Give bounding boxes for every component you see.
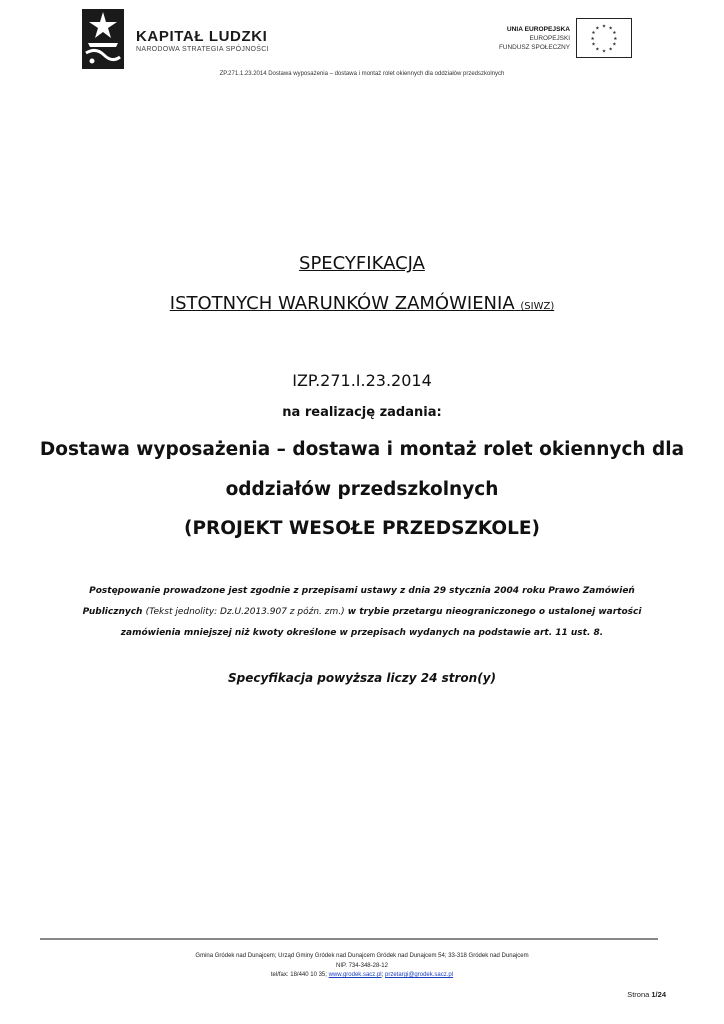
footer-separator: ;: [381, 972, 384, 979]
footer-contact: [0, 971, 724, 981]
svg-text:★: ★: [612, 42, 617, 48]
svg-text:★: ★: [608, 26, 613, 32]
task-lead: na realizację zadania:: [282, 405, 442, 420]
eu-flag-icon: [576, 18, 632, 58]
legal-part-1: Postępowanie prowadzone jest zgodnie z przepisami ustawy z dnia 29 stycznia 2004 roku Prawo Zamówień Publicznych: [82, 586, 635, 617]
title-line-2: [0, 293, 724, 314]
email-link[interactable]: przetargi@grodek.sacz.pl: [384, 972, 454, 979]
svg-text:★: ★: [595, 26, 600, 32]
footer-phone: tel/fax: 18/440 10 35;: [270, 972, 327, 979]
page-header: [0, 0, 724, 90]
svg-text:★: ★: [601, 24, 607, 30]
svg-text:★: ★: [613, 36, 618, 42]
footer-address: Gmina Gródek nad Dunajcem; Urząd Gminy Gródek nad Dunajcem Gródek nad Dunajcem 54; 33-318 Gródek nad Dunajcem: [195, 953, 529, 959]
svg-text:★: ★: [590, 36, 595, 42]
page-number-value: 1/24: [651, 990, 666, 999]
svg-text:★: ★: [591, 31, 596, 37]
footer-nip: NIP. 734-348-28-12: [336, 962, 388, 969]
title-siwz-abbrev: (SIWZ): [520, 301, 555, 312]
svg-text:★: ★: [608, 47, 613, 53]
svg-text:★: ★: [591, 42, 596, 48]
document-reference: ZP.271.1.23.2014 Dostawa wyposażenia – dostawa i montaż rolet okiennych dla oddziałów przedszkolnych: [219, 71, 505, 77]
svg-text:★: ★: [595, 47, 600, 53]
page-number-label: Strona: [627, 990, 650, 999]
reference-number: IZP.271.I.23.2014: [292, 371, 432, 390]
svg-text:★: ★: [612, 31, 617, 37]
task-title-line-1: Dostawa wyposażenia – dostawa i montaż rolet okiennych dla: [39, 439, 685, 460]
legal-basis-paragraph: [60, 581, 664, 644]
kapital-ludzki-title: KAPITAŁ LUDZKI: [136, 28, 268, 45]
title-line-2-main: ISTOTNYCH WARUNKÓW ZAMÓWIENIA: [169, 293, 515, 314]
kapital-ludzki-logo-icon: [82, 9, 124, 69]
website-link[interactable]: www.grodek.sacz.pl: [328, 972, 382, 979]
page-number: [627, 990, 666, 999]
eu-line-3: FUNDUSZ SPOŁECZNY: [498, 44, 570, 51]
kapital-ludzki-subtitle: NARODOWA STRATEGIA SPÓJNOŚCI: [136, 46, 269, 53]
project-name: (PROJEKT WESOŁE PRZEDSZKOLE): [183, 518, 541, 539]
footer-divider: [40, 938, 658, 940]
eu-logo-text: [499, 25, 570, 52]
eu-line-1: UNIA EUROPEJSKA: [506, 26, 570, 33]
title-line-1: SPECYFIKACJA: [299, 253, 425, 274]
svg-text:★: ★: [601, 49, 607, 55]
page-count-note: Specyfikacja powyższa liczy 24 stron(y): [227, 671, 497, 685]
legal-part-2: (Tekst jednolity: Dz.U.2013.907 z późn. zm.): [145, 607, 345, 617]
task-title-line-2: oddziałów przedszkolnych: [225, 479, 499, 500]
eu-line-2: EUROPEJSKI: [529, 35, 570, 42]
legal-part-3: w trybie przetargu nieograniczonego o ustalonej wartości zamówienia mniejszej niż kwoty określone w przepisach wydanych na podstawie art. 11 ust. 8.: [120, 607, 642, 638]
page-footer: [0, 952, 724, 981]
